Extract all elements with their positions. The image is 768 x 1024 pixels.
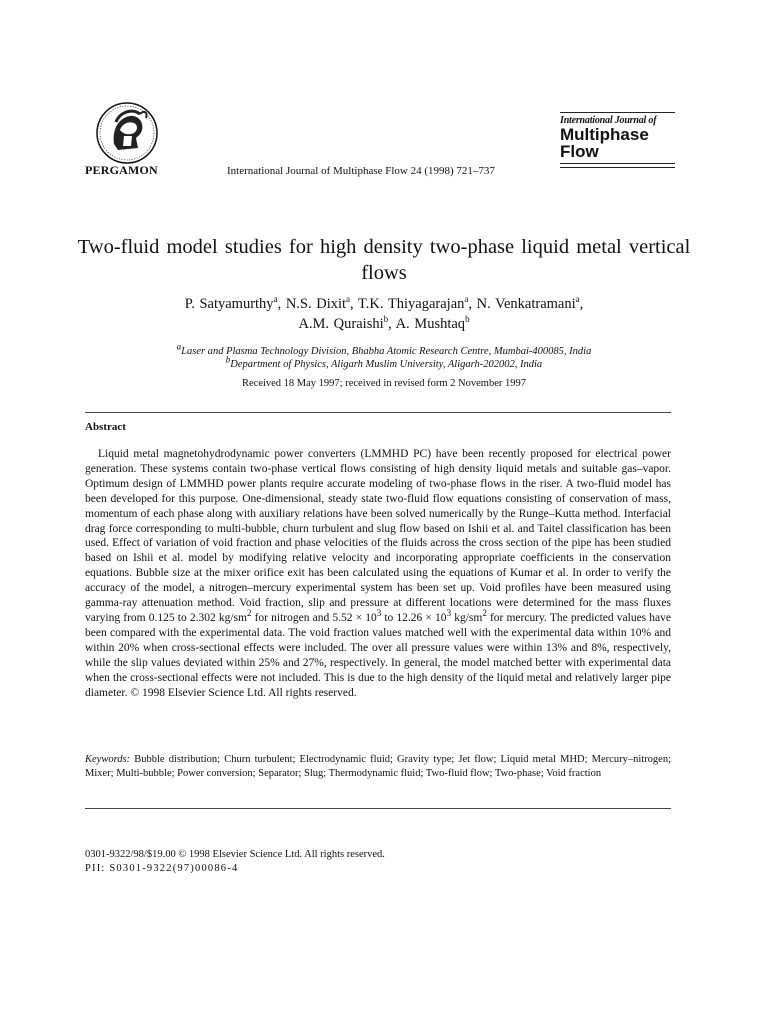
- abstract-heading: Abstract: [85, 421, 126, 433]
- affiliations: [60, 341, 708, 371]
- journal-logo-small: International Journal of: [560, 115, 657, 126]
- author-aff-mark: a: [346, 294, 351, 305]
- divider-bottom: [85, 808, 671, 809]
- footer-pii: PII: S0301-9322(97)00086-4: [85, 862, 239, 874]
- abstract-body: [85, 447, 671, 700]
- journal-citation: International Journal of Multiphase Flow 24 (1998) 721–737: [227, 165, 495, 177]
- superscript: 2: [246, 608, 252, 619]
- author-aff-mark: a: [273, 294, 278, 305]
- divider-top: [85, 412, 671, 413]
- logo-rule-bottom: [560, 163, 675, 164]
- affiliation-mark: a: [176, 341, 182, 352]
- footer: [85, 848, 385, 875]
- author-aff-mark: a: [464, 294, 469, 305]
- logo-rule-bottom-2: [560, 167, 675, 168]
- author: P. Satyamurthy: [184, 296, 274, 312]
- footer-copyright: 0301-9322/98/$19.00 © 1998 Elsevier Science Ltd. All rights reserved.: [85, 849, 385, 860]
- author: N. Venkatramani: [476, 296, 576, 312]
- keywords-label: Keywords:: [85, 754, 131, 765]
- author: A. Mushtaq: [395, 316, 466, 332]
- affiliation: [60, 354, 708, 371]
- affiliation-mark: b: [225, 354, 231, 365]
- author: A.M. Quraishi: [298, 316, 384, 332]
- journal-logo-line1: Multiphase: [560, 125, 649, 144]
- author-list: P. Satyamurthy$^a$, N.S. Dixit$^a$, T.K. Thiyagarajan$^a$, N. Venkatramani$^a$, A.M. Quraishi$^b$, A. Mushtaq$^b$: [184, 294, 584, 332]
- author-aff-mark: a: [575, 294, 580, 305]
- abstract-text: kg/sm: [451, 611, 483, 624]
- author-aff-mark: b: [465, 314, 470, 325]
- publisher-logo-icon: [94, 100, 160, 166]
- superscript: 2: [482, 608, 487, 619]
- publisher-name: PERGAMON: [85, 163, 158, 177]
- author: T.K. Thiyagarajan: [358, 296, 465, 312]
- journal-logo-line2: Flow: [560, 142, 599, 161]
- journal-logo: [560, 112, 680, 168]
- abstract-text: for nitrogen and 5.52 × 10: [251, 611, 377, 624]
- affiliation-text: Laser and Plasma Technology Division, Bhabha Atomic Research Centre, Mumbai-400085, India: [181, 346, 592, 357]
- superscript: 3: [446, 608, 452, 619]
- affiliation-text: Department of Physics, Aligarh Muslim University, Aligarh-202002, India: [230, 359, 543, 370]
- abstract-text: Liquid metal magnetohydrodynamic power converters (LMMHD PC) have been recently proposed for electrical power generation. These systems contain two-phase vertical flows consisting of high density liquid metals and suitable gas–vapor. Optimum design of LMMHD power plants require accurate modeling of two-phase flows in the riser. A two-fluid model has been developed for this purpose. One-dimensional, steady state two-fluid flow equations consisting of conservation of mass, momentum of each phase along with auxiliary relations have been solved numerically by the Runge–Kutta method. Interfacial drag force corresponding to multi-bubble, churn turbulent and slug flow based on Ishii et al. and Taitel classification has been used. Effect of variation of void fraction and phase velocities of the fluids across the cross section of the pipe has been studied based on Ishii et al. model by modifying relative velocity and incorporating appropriate coefficients in the conservation equations. Bubble size at the mixer orifice exit has been calculated using the equations of Kumar et al. In order to verify the accuracy of the model, a nitrogen–mercury experimental system has been set up. Void profiles have been measured using gamma-ray attenuation method. Void fraction, slip and pressure at different locations were determined for the mass fluxes varying from 0.125 to 2.302 kg/sm: [85, 448, 671, 624]
- received-dates: Received 18 May 1997; received in revised form 2 November 1997: [242, 378, 526, 389]
- author-aff-mark: b: [383, 314, 389, 325]
- author: N.S. Dixit: [285, 296, 347, 312]
- keywords-text: Bubble distribution; Churn turbulent; Electrodynamic fluid; Gravity type; Jet flow; Liquid metal MHD; Mercury–nitrogen; Mixer; Multi-bubble; Power conversion; Separator; Slug; Thermodynamic fluid; Two-fluid flow; Two-phase; Void fraction: [85, 754, 671, 780]
- article-title: Two-fluid model studies for high density two-phase liquid metal vertical flows: [77, 236, 691, 284]
- affiliation: [60, 341, 708, 358]
- abstract-text: to 12.26 × 10: [381, 611, 447, 624]
- logo-rule-top: [560, 112, 675, 113]
- keywords: [85, 753, 671, 782]
- abstract-text: for mercury. The predicted values have been compared with the experimental data. The void fraction values matched well with the experimental data within 10% and within 20% when cross-sectional effects were included. The over all pressure values were within 13% and 8%, respectively, while the slip values deviated within 25% and 27%, respectively. In general, the model matched better with experimental data when the cross-sectional effects were not included. This is due to the high density of the liquid metal and relatively larger pipe diameter. © 1998 Elsevier Science Ltd. All rights reserved.: [85, 611, 671, 699]
- superscript: 3: [376, 608, 382, 619]
